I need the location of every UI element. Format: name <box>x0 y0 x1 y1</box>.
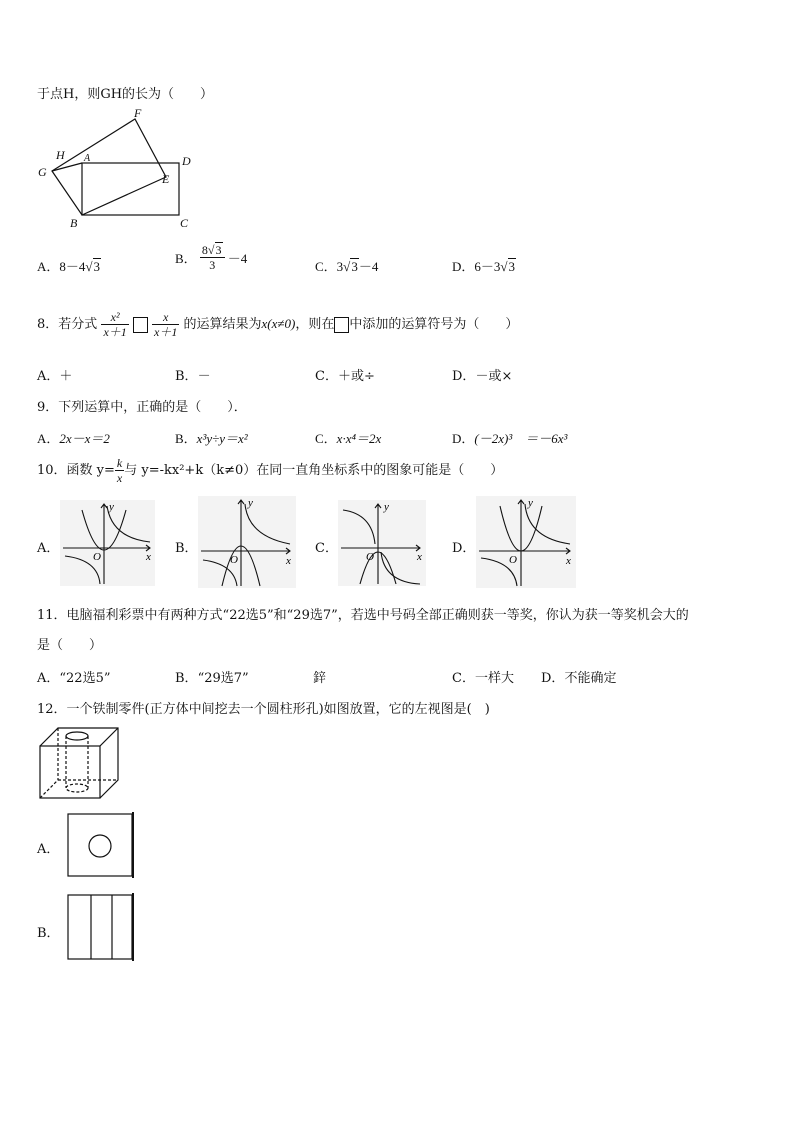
svg-text:y: y <box>248 497 253 509</box>
q8-option-d[interactable]: D．－或× <box>452 369 513 384</box>
q12-solid-figure <box>36 724 122 802</box>
q11-option-c[interactable]: C．一样大 <box>452 671 514 686</box>
svg-text:x: x <box>417 551 422 563</box>
svg-text:O: O <box>366 551 374 563</box>
svg-text:O: O <box>93 551 101 563</box>
svg-text:O: O <box>509 554 517 566</box>
q10-stem: 10．函数 y= $\frac{k}{x}$ 与 y=-kx²+k（k≠0）在同一直角坐标系中的图象可能是（ ） <box>37 456 504 485</box>
q10-graph-c[interactable] <box>338 500 426 586</box>
q9-option-b[interactable]: B．x³y÷y＝x² <box>175 431 248 446</box>
svg-text:O: O <box>230 554 238 566</box>
q10-option-a-label[interactable]: A． <box>37 541 60 556</box>
q7-option-d[interactable]: D．6－3√3 <box>452 259 516 274</box>
q10-graph-b[interactable] <box>198 496 296 588</box>
label-G: G <box>38 165 47 179</box>
q9-option-c[interactable]: C．x·x⁴＝2x <box>315 431 382 446</box>
q10-option-b-label[interactable]: B． <box>175 541 198 556</box>
label-A: A <box>84 153 91 164</box>
q12-option-a-figure[interactable] <box>66 812 136 880</box>
q10-graph-a[interactable] <box>60 500 155 586</box>
q11-stem-line1: 11．电脑福利彩票中有两种方式“22选5”和“29选7”，若选中号码全部正确则获一等奖，你认为获一等奖机会大的 <box>37 608 689 623</box>
label-F: F <box>134 106 142 120</box>
q10-option-d-label[interactable]: D． <box>452 541 476 556</box>
q9-option-a[interactable]: A．2x－x＝2 <box>37 431 110 446</box>
label-E: E <box>162 172 170 186</box>
q8-option-c[interactable]: C．＋或÷ <box>315 369 375 384</box>
q11-stray-char: 鋅 <box>313 671 327 686</box>
q11-option-b[interactable]: B．“29选7” <box>175 671 249 686</box>
q7-option-a[interactable]: A．8－4√3 <box>37 259 101 274</box>
label-C: C <box>180 216 189 230</box>
q10-option-c-label[interactable]: C． <box>315 541 338 556</box>
q12-option-b-figure[interactable] <box>66 893 136 963</box>
q9-stem: 9．下列运算中，正确的是（ ）． <box>37 400 247 415</box>
svg-text:y: y <box>528 497 533 509</box>
svg-text:x: x <box>286 555 291 567</box>
svg-text:x: x <box>566 555 571 567</box>
q10-graph-d[interactable] <box>476 496 576 588</box>
label-B: B <box>70 216 78 230</box>
svg-text:x: x <box>146 551 151 563</box>
blank-box <box>133 317 148 333</box>
q12-option-a-label[interactable]: A． <box>37 842 60 857</box>
q7-stem: 于点H，则GH的长为（ ） <box>37 87 214 102</box>
q8-option-b[interactable]: B．－ <box>175 369 211 384</box>
label-H: H <box>56 148 65 162</box>
q11-option-a[interactable]: A．“22选5” <box>37 671 111 686</box>
rectangle-abcd <box>82 163 179 215</box>
svg-text:y: y <box>109 501 114 513</box>
q12-stem: 12．一个铁制零件(正方体中间挖去一个圆柱形孔)如图放置，它的左视图是( ) <box>37 702 490 717</box>
q8-option-a[interactable]: A．＋ <box>37 369 73 384</box>
q12-option-b-label[interactable]: B． <box>37 926 60 941</box>
label-D: D <box>182 154 191 168</box>
q7-option-b[interactable]: B． $\frac{8√3}{3}$ －4 <box>175 243 248 272</box>
q9-option-d[interactable]: D．(－2x)³ ＝－6x³ <box>452 431 568 446</box>
q11-option-d[interactable]: D．不能确定 <box>541 671 617 686</box>
q7-figure <box>30 105 210 235</box>
q7-option-c[interactable]: C．3√3－4 <box>315 259 379 274</box>
svg-text:y: y <box>384 501 389 513</box>
q8-stem: 8．若分式 $\frac{\text{x²}}{x+1}$ $\frac{x}{x+1}$ 的运算结果为x(x≠0)，则在 中添加的运算符号为（ ） <box>37 310 519 339</box>
q11-stem-line2: 是（ ） <box>37 638 103 653</box>
